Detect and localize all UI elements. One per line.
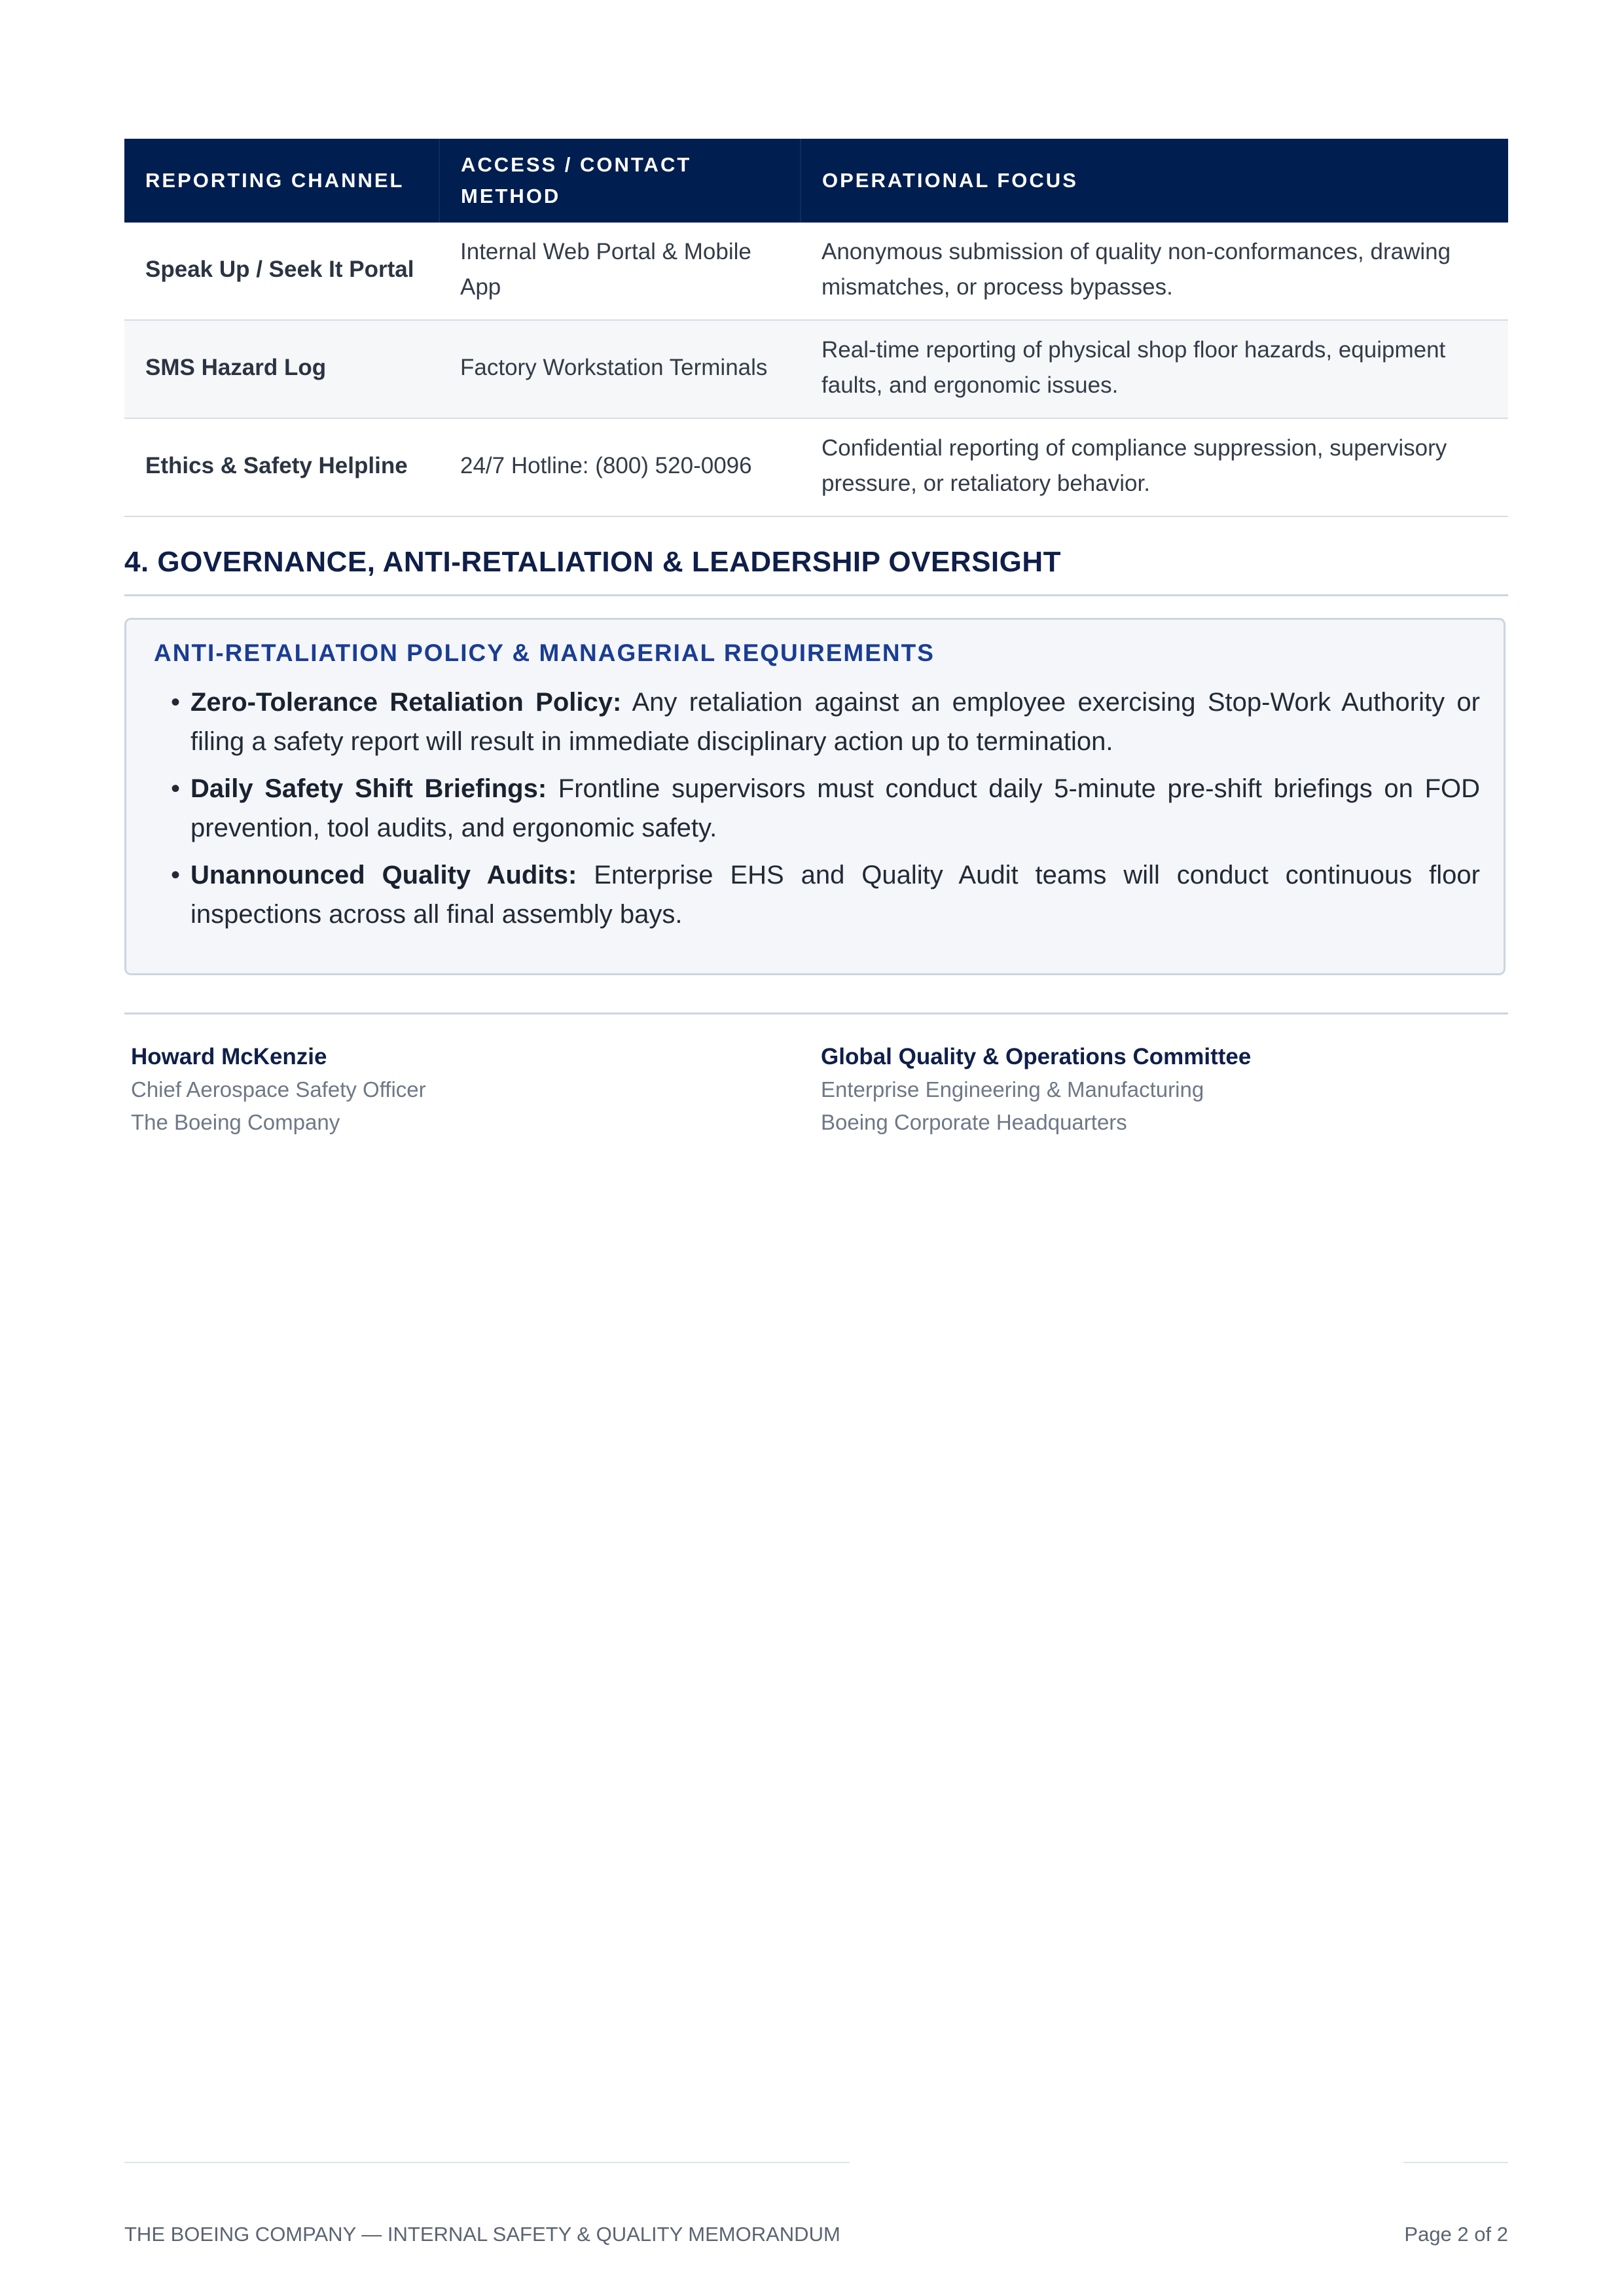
list-item xyxy=(171,683,1480,761)
footer-rule-right xyxy=(1403,2162,1508,2163)
signatory-org: Boeing Corporate Headquarters xyxy=(821,1110,1127,1134)
list-item-text: Frontline supervisors must conduct daily 5-minute pre-shift briefings on FOD prevention, tool audits, and ergonomic safety. xyxy=(190,774,1481,842)
table-row xyxy=(124,418,1508,516)
cell-channel: SMS Hazard Log xyxy=(124,320,439,418)
column-header-channel: REPORTING CHANNEL xyxy=(124,139,439,223)
cell-focus: Real-time reporting of physical shop floor hazards, equipment faults, and ergonomic issues. xyxy=(801,320,1508,418)
table-row xyxy=(124,320,1508,418)
bullet-glyph: • xyxy=(171,774,181,803)
list-item-label: Zero-Tolerance Retaliation Policy: xyxy=(190,688,622,717)
cell-access: Factory Workstation Terminals xyxy=(439,320,801,418)
signature-block-committee xyxy=(821,1041,1251,1139)
list-item-text: Enterprise EHS and Quality Audit teams will conduct continuous floor inspections across all final assembly bays. xyxy=(190,861,1480,929)
list-item xyxy=(171,769,1480,848)
reporting-channels-table xyxy=(124,139,1508,517)
footer-rule-left xyxy=(124,2162,850,2163)
cell-focus: Anonymous submission of quality non-conformances, drawing mismatches, or process bypasses. xyxy=(801,223,1508,320)
list-item-text: Any retaliation against an employee exercising Stop-Work Authority or filing a safety report will result in immediate disciplinary action up to termination. xyxy=(190,688,1480,756)
signature-block-officer xyxy=(131,1041,426,1139)
signatory-org: The Boeing Company xyxy=(131,1110,340,1134)
cell-focus: Confidential reporting of compliance suppression, supervisory pressure, or retaliatory behavior. xyxy=(801,418,1508,516)
column-header-access: ACCESS / CONTACT METHOD xyxy=(439,139,801,223)
column-header-focus: OPERATIONAL FOCUS xyxy=(801,139,1508,223)
table-header-row xyxy=(124,139,1508,223)
section-divider xyxy=(124,594,1508,596)
bullet-glyph: • xyxy=(171,688,181,717)
cell-channel: Ethics & Safety Helpline xyxy=(124,418,439,516)
list-item-label: Daily Safety Shift Briefings: xyxy=(190,774,547,803)
bullet-glyph: • xyxy=(171,861,181,889)
signatory-name: Global Quality & Operations Committee xyxy=(821,1044,1252,1069)
cell-access: Internal Web Portal & Mobile App xyxy=(439,223,801,320)
section-heading: 4. GOVERNANCE, ANTI-RETALIATION & LEADERSHIP OVERSIGHT xyxy=(124,546,1062,578)
policy-list xyxy=(171,683,1480,942)
callout-title: ANTI-RETALIATION POLICY & MANAGERIAL REQUIREMENTS xyxy=(154,639,935,666)
signatory-title: Chief Aerospace Safety Officer xyxy=(131,1077,426,1102)
policy-callout-box xyxy=(124,618,1506,975)
list-item xyxy=(171,855,1480,934)
signatory-name: Howard McKenzie xyxy=(131,1044,327,1069)
cell-channel: Speak Up / Seek It Portal xyxy=(124,223,439,320)
footer-title: THE BOEING COMPANY — INTERNAL SAFETY & QUALITY MEMORANDUM xyxy=(124,2223,840,2246)
table-row xyxy=(124,223,1508,320)
signature-divider xyxy=(124,1013,1508,1014)
signatory-title: Enterprise Engineering & Manufacturing xyxy=(821,1077,1204,1102)
page-number: Page 2 of 2 xyxy=(1404,2223,1508,2246)
list-item-label: Unannounced Quality Audits: xyxy=(190,861,577,889)
cell-access: 24/7 Hotline: (800) 520-0096 xyxy=(439,418,801,516)
